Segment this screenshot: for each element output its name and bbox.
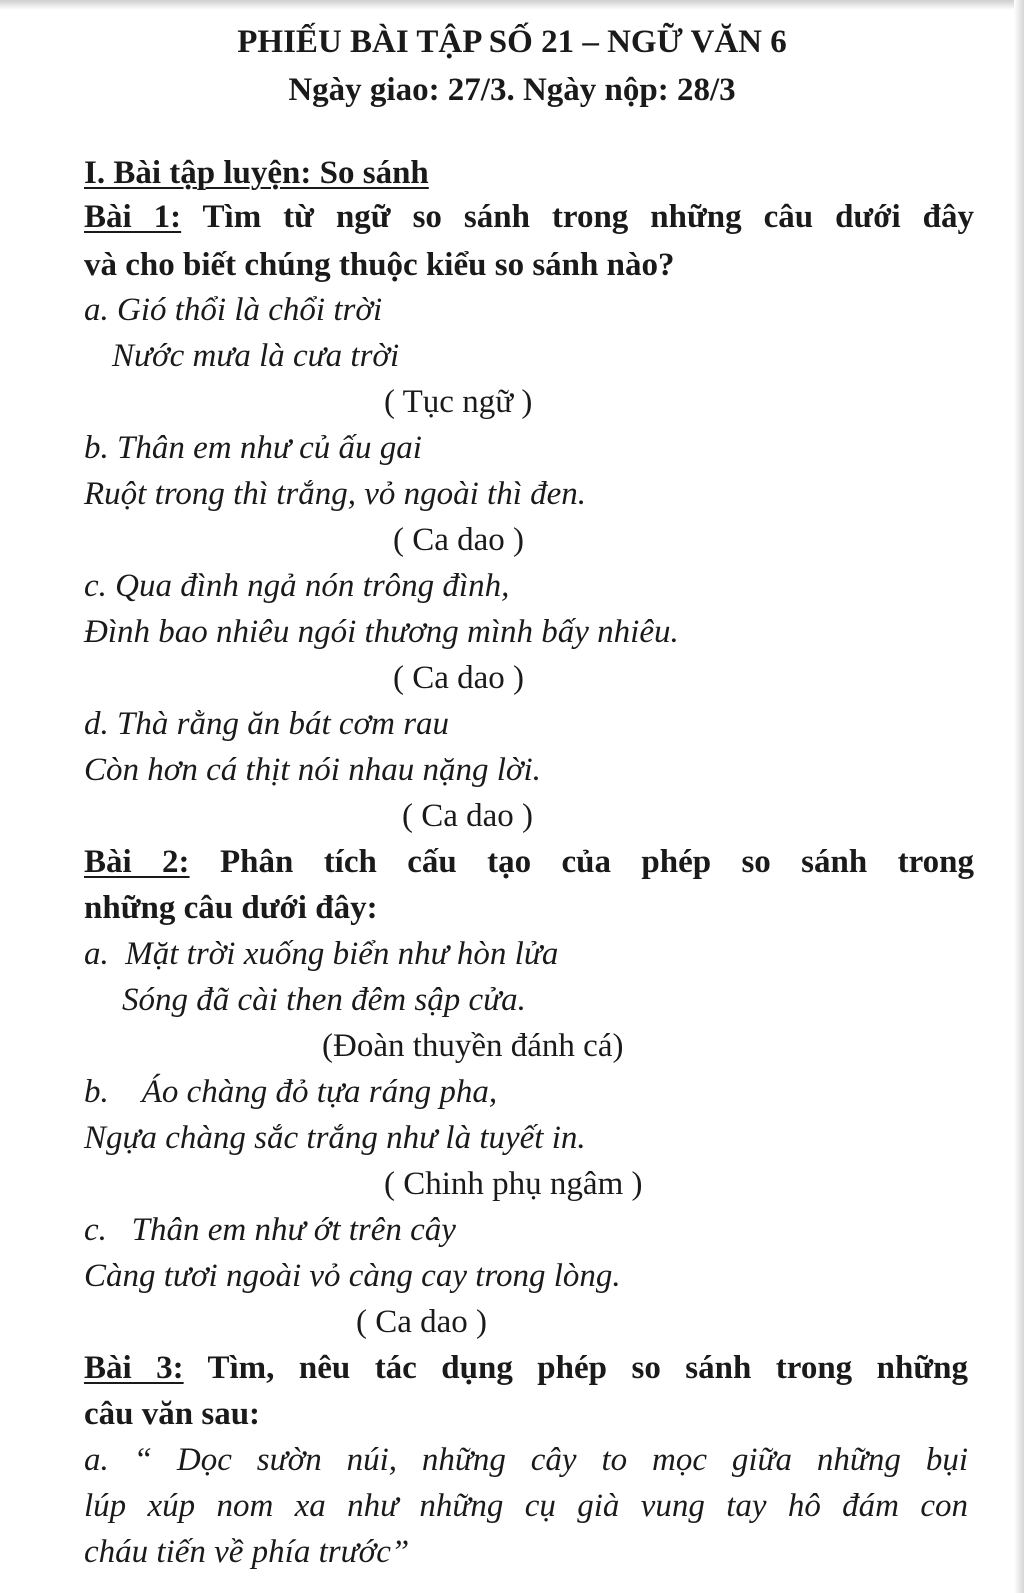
- bai2-prompt-line1: [84, 842, 974, 882]
- bai1-c-source: ( Ca dao ): [393, 660, 525, 696]
- bai2-a-line1: a. Mặt trời xuống biển như hòn lửa: [84, 936, 559, 972]
- bai2-a-line2: Sóng đã cài then đêm sập cửa.: [122, 982, 526, 1018]
- bai2-c-line2: Càng tươi ngoài vỏ càng cay trong lòng.: [84, 1258, 621, 1294]
- bai1-b-line1: b. Thân em như củ ấu gai: [84, 430, 422, 466]
- bai2-c-line1: c. Thân em như ớt trên cây: [84, 1212, 456, 1248]
- worksheet-dates: Ngày giao: 27/3. Ngày nộp: 28/3: [288, 72, 736, 108]
- page-edge-shadow-right: [1014, 0, 1024, 1593]
- bai2-a-source: (Đoàn thuyền đánh cá): [322, 1028, 624, 1064]
- bai3-label: Bài 3:: [84, 1350, 184, 1386]
- bai3-prompt-line2: câu văn sau:: [84, 1396, 261, 1432]
- bai1-label: Bài 1:: [84, 199, 182, 235]
- bai2-prompt-line2: những câu dưới đây:: [84, 890, 378, 926]
- worksheet-title: PHIẾU BÀI TẬP SỐ 21 – NGỮ VĂN 6: [237, 24, 787, 60]
- bai2-b-source: ( Chinh phụ ngâm ): [384, 1166, 643, 1202]
- bai3-a-line1: a. “ Dọc sườn núi, những cây to mọc giữa những bụi: [84, 1442, 968, 1478]
- bai2-c-source: ( Ca dao ): [356, 1304, 488, 1340]
- bai1-d-source: ( Ca dao ): [402, 798, 534, 834]
- bai1-prompt-line2: và cho biết chúng thuộc kiểu so sánh nào?: [84, 247, 675, 283]
- bai1-c-line1: c. Qua đình ngả nón trông đình,: [84, 568, 510, 604]
- bai1-c-line2: Đình bao nhiêu ngói thương mình bấy nhiêu.: [84, 614, 679, 650]
- section-heading: I. Bài tập luyện: So sánh: [84, 155, 429, 191]
- bai1-a-line2: Nước mưa là cưa trời: [112, 338, 400, 374]
- bai3-a-line2: lúp xúp nom xa như những cụ già vung tay hô đám con: [84, 1488, 968, 1524]
- bai2-b-line1: b. Áo chàng đỏ tựa ráng pha,: [84, 1074, 498, 1110]
- page-edge-shadow-top: [0, 0, 1024, 10]
- bai1-a-line1: a. Gió thổi là chổi trời: [84, 292, 383, 328]
- bai1-a-source: ( Tục ngữ ): [384, 384, 533, 420]
- bai3-prompt-line1: [84, 1348, 968, 1388]
- bai2-prompt-text: Phân tích cấu tạo của phép so sánh trong: [189, 844, 974, 880]
- bai1-d-line1: d. Thà rằng ăn bát cơm rau: [84, 706, 450, 742]
- bai1-b-source: ( Ca dao ): [393, 522, 525, 558]
- bai2-label: Bài 2:: [84, 844, 190, 880]
- bai1-d-line2: Còn hơn cá thịt nói nhau nặng lời.: [84, 752, 541, 788]
- bai2-b-line2: Ngựa chàng sắc trắng như là tuyết in.: [84, 1120, 586, 1156]
- bai1-b-line2: Ruột trong thì trắng, vỏ ngoài thì đen.: [84, 476, 587, 512]
- bai3-prompt-text: Tìm, nêu tác dụng phép so sánh trong những: [183, 1350, 968, 1386]
- bai1-prompt-line1: [84, 197, 974, 237]
- bai1-prompt-text: Tìm từ ngữ so sánh trong những câu dưới đây: [181, 199, 975, 235]
- bai3-a-line3: cháu tiến về phía trước”: [84, 1534, 410, 1570]
